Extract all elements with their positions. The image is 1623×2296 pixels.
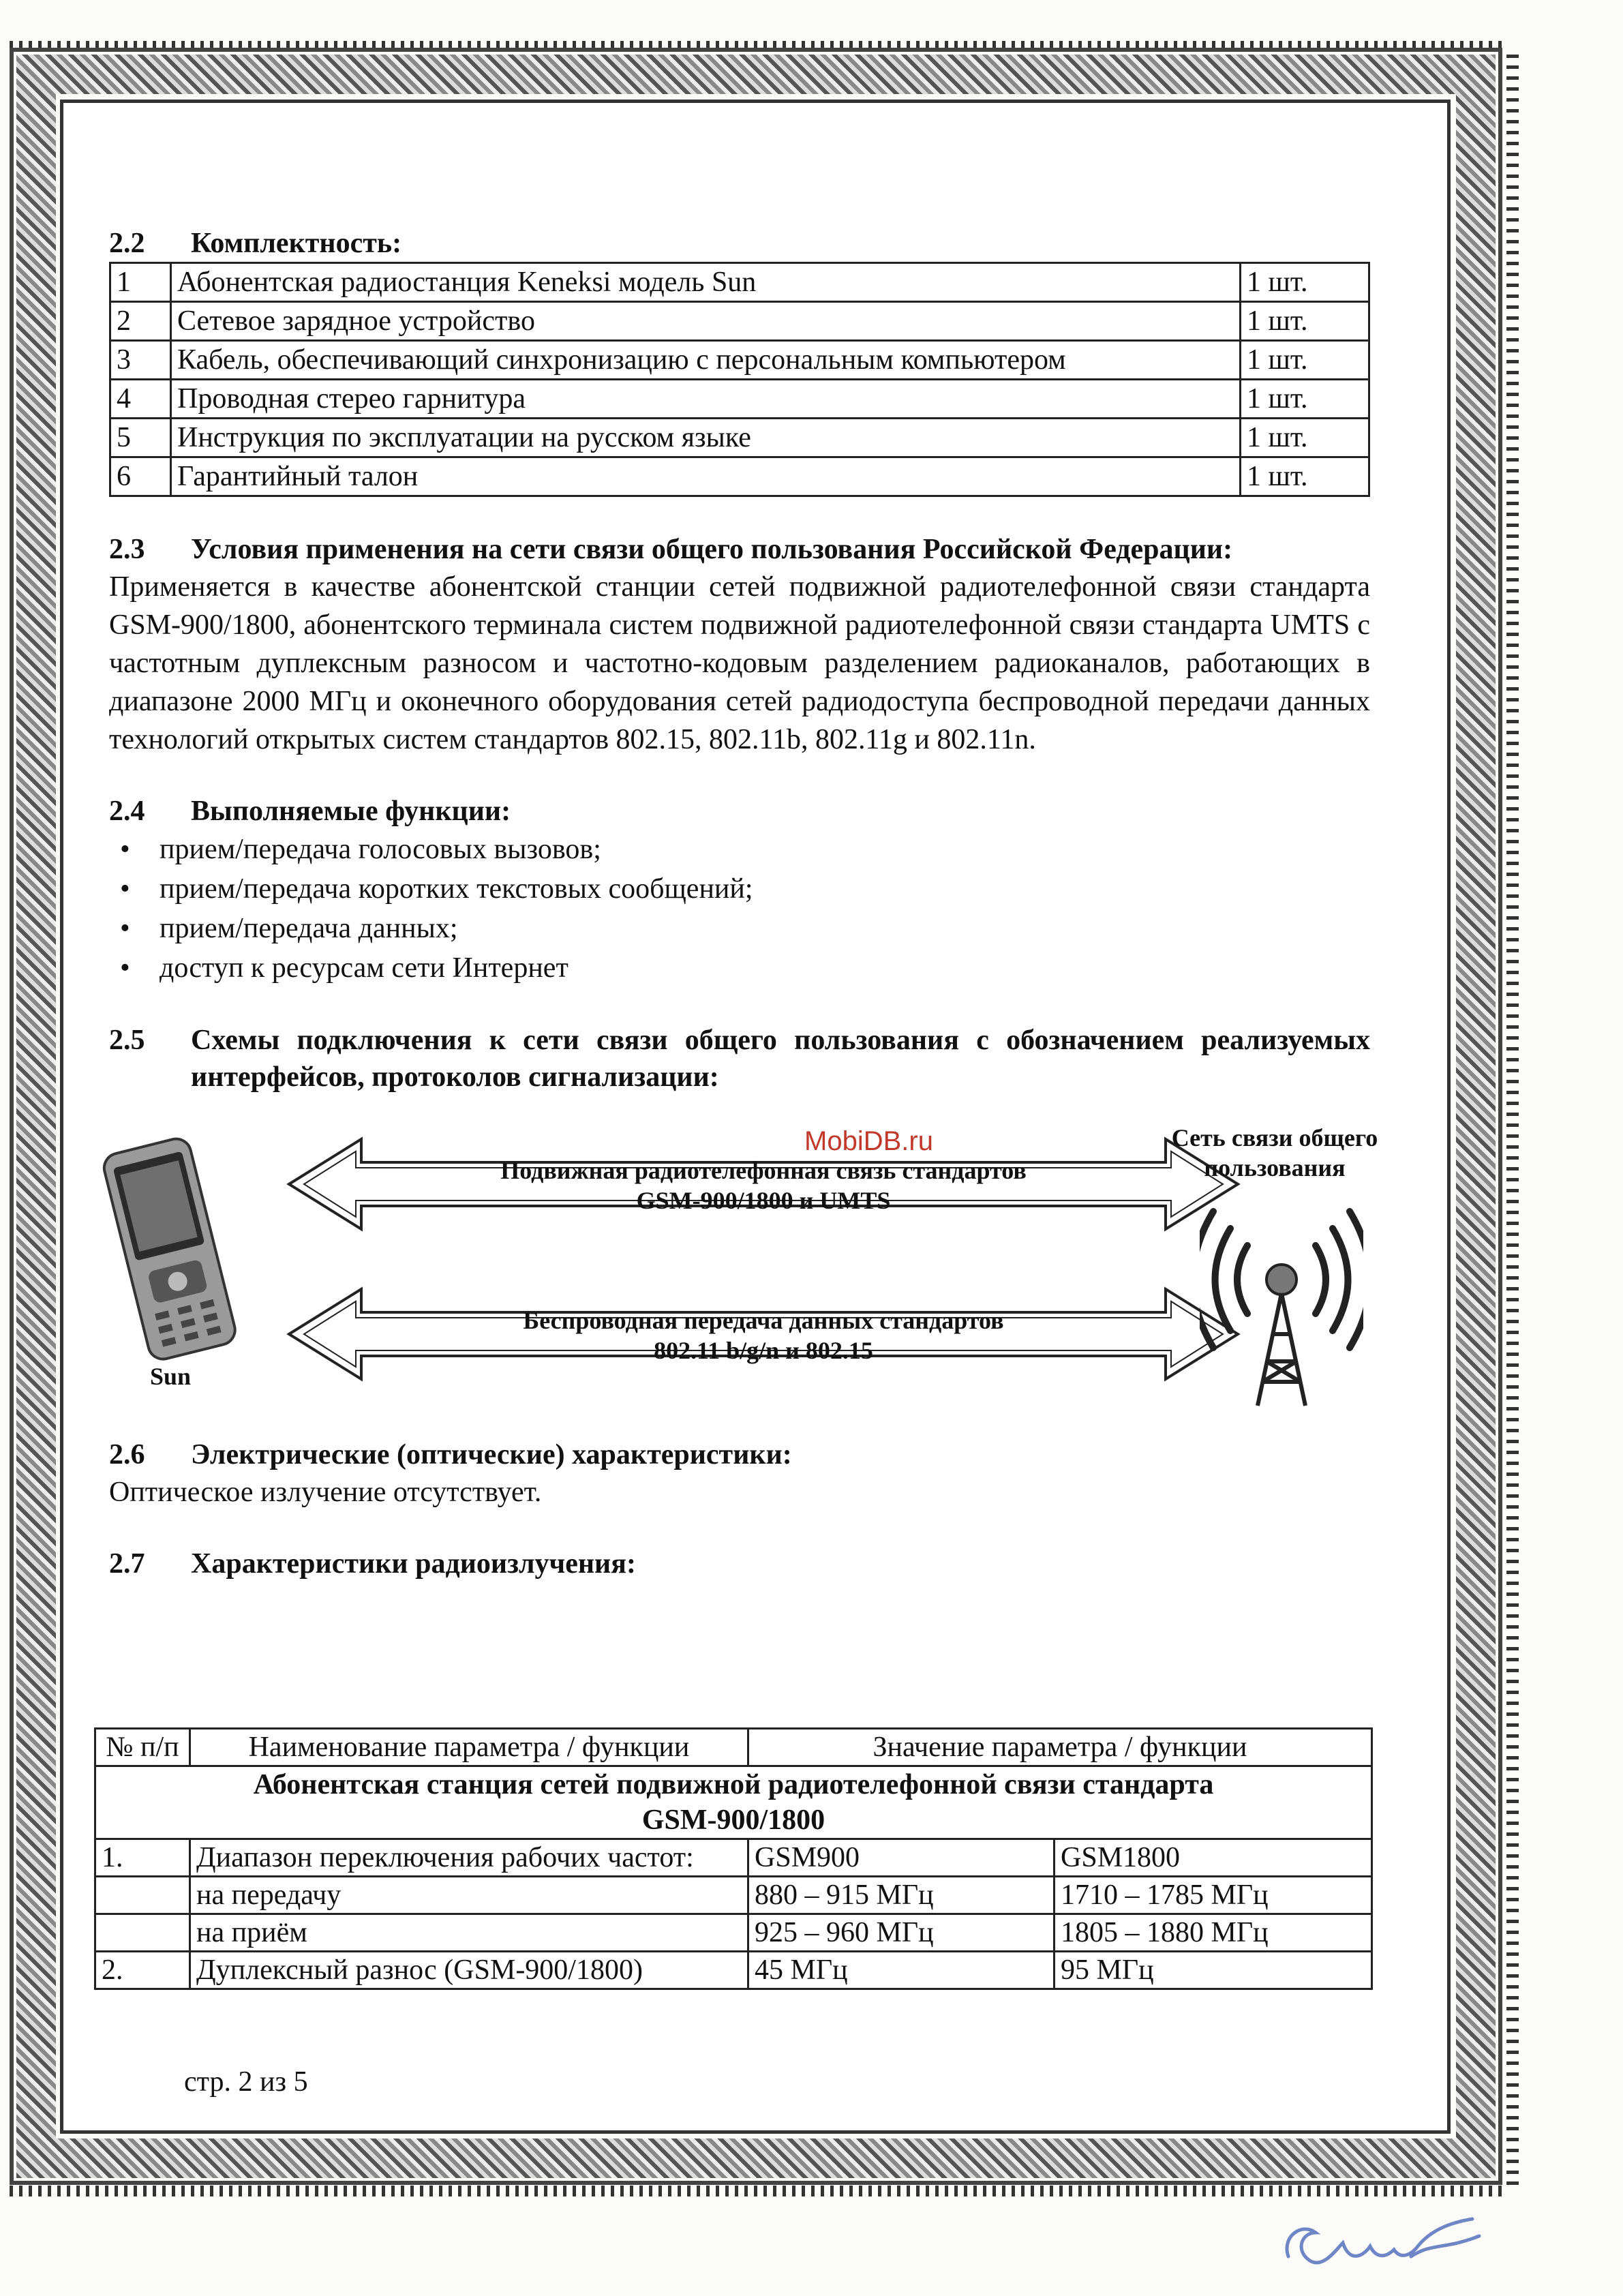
connection-diagram	[109, 1123, 1378, 1423]
section-2-3-heading: 2.3 Условия применения на сети связи общего пользования Российской Федерации:	[109, 534, 1233, 565]
table-header-row: № п/п Наименование параметра / функции Значение параметра / функции	[95, 1729, 1372, 1766]
signature-icon	[1275, 2209, 1500, 2284]
table-group-row: Абонентская станция сетей подвижной радиотелефонной связи стандарта GSM-900/1800	[95, 1766, 1372, 1839]
table-row: 5 Инструкция по эксплуатации на русском языке 1 шт.	[110, 419, 1369, 457]
section-2-4-heading: 2.4 Выполняемые функции:	[109, 796, 511, 827]
list-item: • доступ к ресурсам сети Интернет	[150, 948, 1370, 988]
table-row: 6 Гарантийный талон 1 шт.	[110, 457, 1369, 496]
arrow-wireless-data	[286, 1286, 1241, 1382]
frame-ornament-bottom	[10, 2186, 1502, 2196]
table-row: на приём 925 – 960 МГц 1805 – 1880 МГц	[95, 1914, 1372, 1952]
section-2-2-heading: 2.2 Комплектность:	[109, 228, 402, 259]
table-row: 1. Диапазон переключения рабочих частот: GSM900 GSM1800	[95, 1839, 1372, 1877]
page-number: стр. 2 из 5	[184, 2066, 308, 2098]
document-content	[109, 225, 1378, 1582]
phone-icon	[95, 1130, 245, 1375]
kit-table	[109, 262, 1370, 497]
arrow2-label-line2: 802.11 b/g/n и 802.15	[654, 1337, 873, 1364]
functions-list	[109, 830, 1370, 988]
table-row: 2. Дуплексный разнос (GSM-900/1800) 45 МГц 95 МГц	[95, 1952, 1372, 1989]
arrow2-label-line1: Беспроводная передача данных стандартов	[523, 1307, 1004, 1334]
table-row: 4 Проводная стерео гарнитура 1 шт.	[110, 380, 1369, 419]
watermark: MobiDB.ru	[804, 1126, 933, 1156]
arrow1-label-line1: Подвижная радиотелефонная связь стандартов	[500, 1157, 1027, 1184]
list-item: • прием/передача коротких текстовых сообщений;	[150, 869, 1370, 909]
radio-characteristics-table	[94, 1727, 1373, 1990]
table-row: на передачу 880 – 915 МГц 1710 – 1785 МГц	[95, 1877, 1372, 1914]
radio-tower-icon	[1200, 1205, 1363, 1409]
network-label: Сеть связи общего пользования	[1171, 1124, 1378, 1181]
list-item: • прием/передача голосовых вызовов;	[150, 830, 1370, 869]
table-row: 2 Сетевое зарядное устройство 1 шт.	[110, 302, 1369, 341]
section-2-3-body: Применяется в качестве абонентской станции сетей подвижной радиотелефонной связи стандарта GSM-900/1800, абонентского терминала систем подвижной радиотелефонной связи стандарта UMTS с частотным дуплексным разносом и частотно-кодовым разделением радиоканалов, работающих в диапазоне 2000 МГц и оконечного оборудования сетей радиодоступа беспроводной передачи данных технологий открытых систем стандартов 802.15, 802.11b, 802.11g и 802.11n.	[109, 571, 1370, 755]
section-2-7-heading: 2.7 Характеристики радиоизлучения:	[109, 1548, 636, 1580]
table-row: 3 Кабель, обеспечивающий синхронизацию с персональным компьютером 1 шт.	[110, 341, 1369, 380]
frame-ornament-right	[1506, 48, 1519, 2185]
section-2-6-body: Оптическое излучение отсутствует.	[109, 1477, 542, 1508]
phone-label: Sun	[150, 1363, 192, 1390]
section-2-6-heading: 2.6 Электрические (оптические) характеристики:	[109, 1439, 792, 1470]
arrow-mobile-network	[286, 1136, 1241, 1232]
section-2-5-heading: 2.5 Схемы подключения к сети связи общего пользования с обозначением реализуемых интерфейсов, протоколов сигнализации:	[109, 1025, 1370, 1093]
table-row: 1 Абонентская радиостанция Keneksi модель Sun 1 шт.	[110, 263, 1369, 302]
list-item: • прием/передача данных;	[150, 909, 1370, 948]
arrow1-label-line2: GSM-900/1800 и UMTS	[636, 1187, 891, 1214]
